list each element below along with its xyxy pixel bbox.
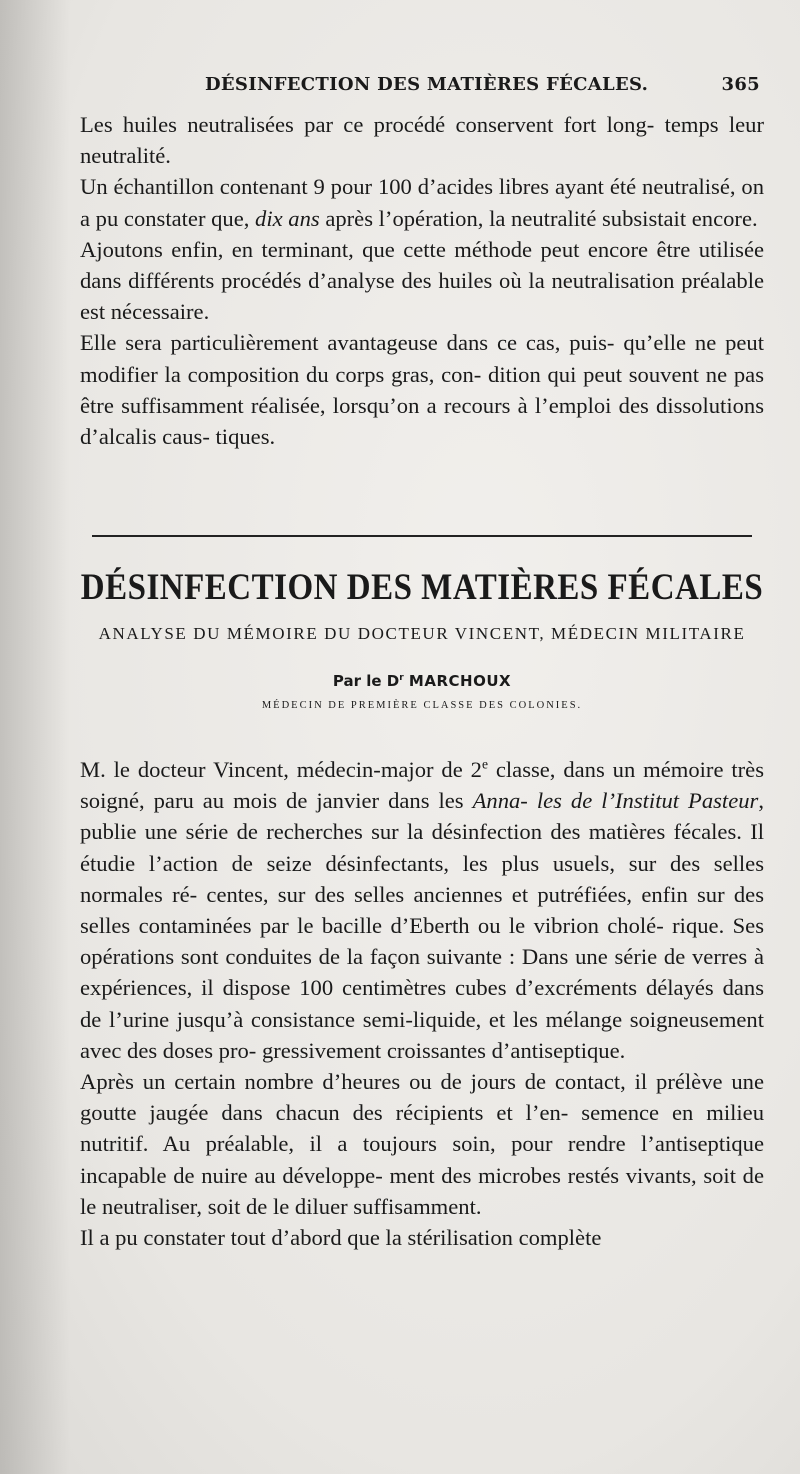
author-byline: Par le $D^r$ MARCHOUX — [332, 672, 512, 690]
author-affiliation: MÉDECIN DE PREMIÈRE CLASSE DES COLONIES. — [261, 700, 583, 711]
paragraph: Il a pu constater tout d’abord que la stérilisation complète — [80, 1225, 602, 1251]
running-title: DÉSINFECTION DES MATIÈRES FÉCALES. — [205, 74, 649, 95]
page-number: 365 — [721, 74, 760, 95]
journal-title: Anna- — [472, 788, 528, 814]
article-body — [80, 754, 764, 1253]
section-divider — [92, 535, 752, 537]
article-title: DÉSINFECTION DES MATIÈRES FÉCALES — [80, 567, 764, 609]
paragraph: Après un certain nombre d’heures ou de jours de contact, il prélève une goutte jaugée dans chacun des récipients et l’en- semence en milieu nutritif. Au préalable, il a toujours soin, pour rendre l’antiseptique incapable de nuire au développe- ment des microbes restés vivants, soit de le neutraliser, soit de le diluer suffisamment. — [80, 1069, 764, 1219]
emphasis: dix ans — [255, 205, 320, 231]
running-head — [80, 68, 760, 104]
author-name: MARCHOUX — [408, 672, 512, 690]
journal-title: les de l’Institut Pasteur — [536, 788, 759, 814]
article-subtitle: ANALYSE DU MÉMOIRE DU DOCTEUR VINCENT, MÉDECIN MILITAIRE — [98, 624, 746, 643]
paragraph: M. le docteur Vincent, médecin-major de 2e classe, dans un mémoire très soigné, paru au mois de janvier dans les Anna- les de l’Institut Pasteur, publie une série de recherches sur la désinfection des matières fécales. Il étudie l’action de seize désinfectants, les plus usuels, sur des selles normales ré- centes, sur des selles anciennes et putréfiées, enfin sur des selles contaminées par le bacille d’Eberth ou le vibrion cholé- rique. Ses opérations sont conduites de la façon suivante : Dans une série de verres à expériences, il dispose 100 centimètres cubes d’excréments délayés dans de l’urine jusqu’à consistance semi-liquide, et les mélange soigneusement avec des doses pro- gressivement croissantes d’antiseptique. — [80, 756, 764, 1063]
paragraph: Ajoutons enfin, en terminant, que cette méthode peut encore être utilisée dans différents procédés d’analyse des huiles où la neutralisation préalable est nécessaire. — [80, 236, 765, 325]
paragraph: Les huiles neutralisées par ce procédé conservent fort long- temps leur neutralité. — [80, 112, 764, 169]
paragraph: Un échantillon contenant 9 pour 100 d’acides libres ayant été neutralisé, on a pu constater que, dix ans après l’opération, la neutralité subsistait encore. — [80, 174, 764, 231]
top-text-block — [80, 109, 764, 452]
paragraph: Elle sera particulièrement avantageuse dans ce cas, puis- qu’elle ne peut modifier la composition du corps gras, con- dition qui peut souvent ne pas être suffisamment réalisée, lorsqu’on a recours à l’emploi des dissolutions d’alcalis caus- tiques. — [80, 330, 765, 450]
